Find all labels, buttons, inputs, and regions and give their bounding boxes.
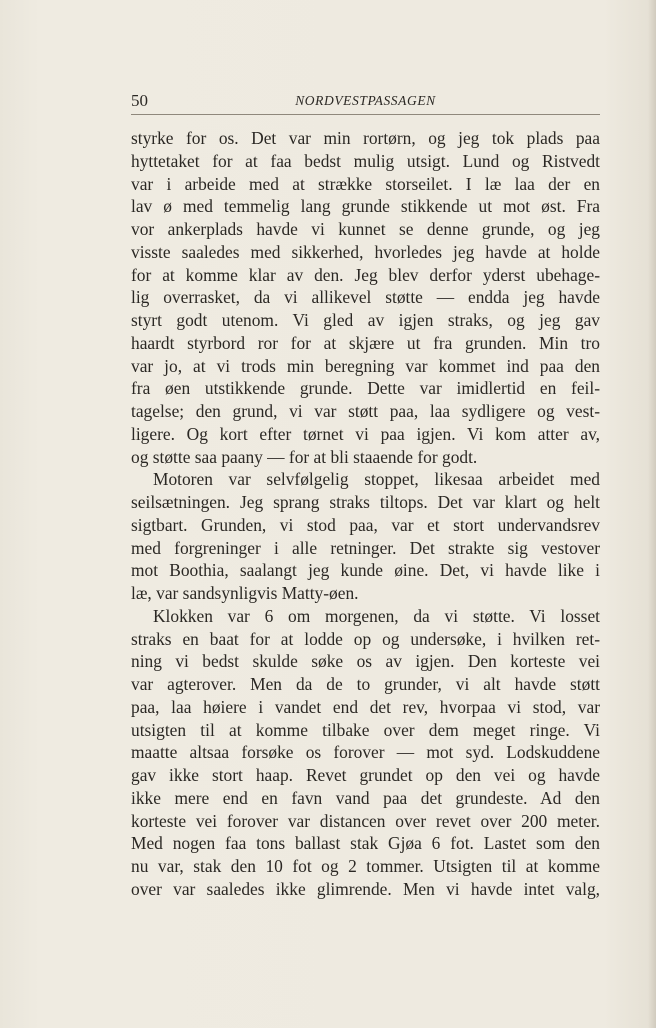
text-line: haardt styrbord ror for at skjære ut fra grunden. Min tro (131, 332, 600, 353)
text-line: var jo, at vi trods min beregning var kommet ind paa den (131, 355, 600, 376)
text-line: for at komme klar av den. Jeg blev derfor yderst ubehage- (131, 264, 600, 285)
text-line: og støtte saa paany — for at bli staaende for godt. (131, 446, 478, 467)
text-line: korteste vei forover var distancen over revet over 200 meter. (131, 810, 600, 831)
page-edge-shadow (648, 0, 656, 1028)
text-line: var i arbeide med at strække storseilet. I læ laa der en (131, 173, 600, 194)
text-line: sigtbart. Grunden, vi stod paa, var et stort undervandsrev (131, 514, 600, 535)
text-line: seilsætningen. Jeg sprang straks tiltops. Det var klart og helt (131, 492, 600, 512)
text-line: Med nogen faa tons ballast stak Gjøa 6 fot. Lastet som den (131, 833, 600, 854)
body-text (131, 127, 600, 901)
text-line: ning vi bedst skulde søke os av igjen. Den korteste vei (131, 651, 600, 672)
text-line: mot Boothia, saalangt jeg kunde øine. Det, vi havde like i (131, 560, 600, 581)
text-line: ikke mere end en favn vand paa det grundeste. Ad den (131, 787, 600, 808)
text-line: vor ankerplads havde vi kunnet se denne grunde, og jeg (131, 219, 600, 239)
text-line: styrke for os. Det var min rortørn, og jeg tok plads paa (131, 128, 600, 148)
text-line: var agterover. Men da de to grunder, vi alt havde støtt (131, 674, 600, 694)
page-number: 50 (131, 91, 148, 110)
text-line: med forgreninger i alle retninger. Det strakte sig vestover (131, 537, 600, 558)
text-line: utsigten til at komme tilbake over dem meget ringe. Vi (131, 719, 600, 740)
text-line: lav ø med temmelig lang grunde stikkende ut mot øst. Fra (131, 196, 600, 217)
text-line: ligere. Og kort efter tørnet vi paa igjen. Vi kom atter av, (131, 423, 600, 444)
text-line: paa, laa høiere i vandet end det rev, hvorpaa vi stod, var (131, 696, 600, 717)
text-line: maatte altsaa forsøke os forover — mot syd. Lodskuddene (131, 742, 600, 763)
text-line: over var saaledes ikke glimrende. Men vi havde intet valg, (131, 878, 600, 899)
text-line: hyttetaket for at faa bedst mulig utsigt. Lund og Ristvedt (131, 150, 600, 171)
text-line: lig overrasket, da vi allikevel støtte — endda jeg havde (131, 287, 600, 308)
text-line: styrt godt utenom. Vi gled av igjen straks, og jeg gav (131, 310, 600, 330)
running-title: NORDVESTPASSAGEN (295, 93, 436, 108)
text-line: nu var, stak den 10 fot og 2 tommer. Utsigten til at komme (131, 856, 600, 876)
header-rule (131, 114, 600, 115)
text-line: visste saaledes med sikkerhed, hvorledes jeg havde at holde (131, 241, 600, 262)
text-line: Klokken var 6 om morgenen, da vi støtte. Vi losset (153, 605, 600, 626)
text-line: læ, var sandsynligvis Matty-øen. (131, 583, 359, 603)
text-line: Motoren var selvfølgelig stoppet, likesaa arbeidet med (153, 469, 600, 490)
text-line: tagelse; den grund, vi var støtt paa, laa sydligere og vest- (131, 401, 600, 421)
text-line: fra øen utstikkende grunde. Dette var imidlertid en feil- (131, 378, 600, 399)
page-header (131, 90, 600, 114)
text-line: straks en baat for at lodde op og undersøke, i hvilken ret- (131, 628, 600, 649)
text-line: gav ikke stort haap. Revet grundet op den vei og havde (131, 765, 600, 785)
